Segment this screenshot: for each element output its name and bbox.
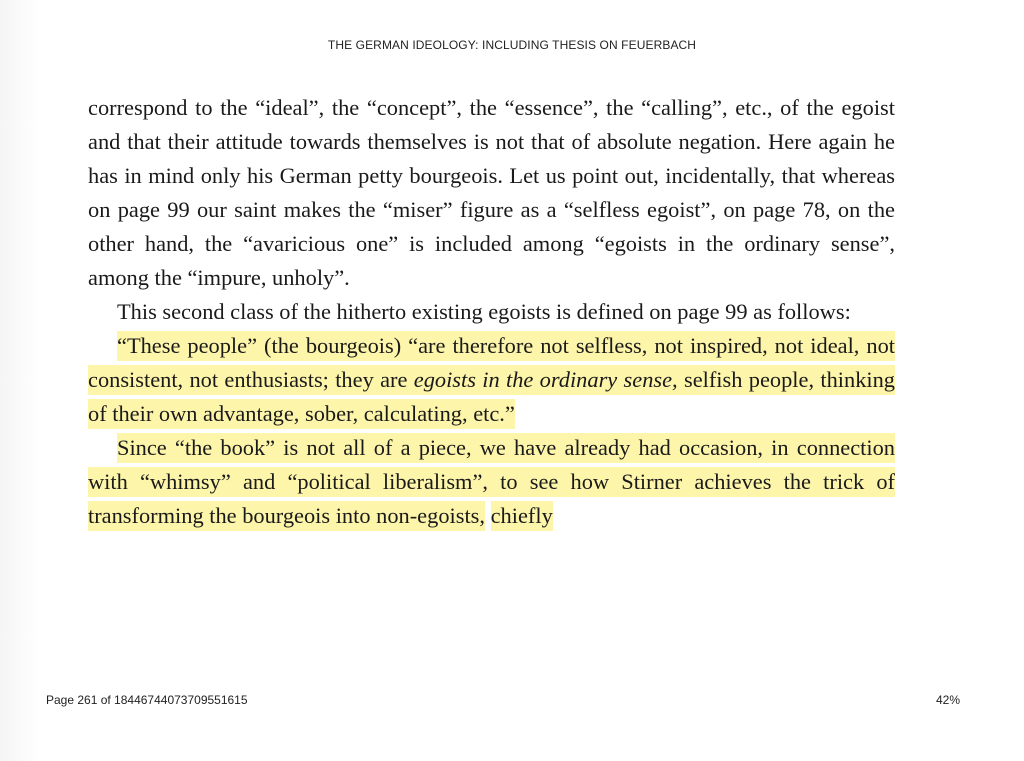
reading-progress: 42% [935,693,960,707]
highlight-text: people” (the bourgeois) “are therefore not selfless, not inspired, not ideal, not consistent, not enthusiasts; they are [88,333,896,392]
page-indicator: Page 261 of 18446744073709551615 [46,693,248,707]
highlighted-paragraph[interactable] [88,431,895,533]
book-title: THE GERMAN IDEOLOGY: INCLUDING THESIS ON FEUERBACH [327,38,697,52]
reading-page[interactable] [88,91,895,533]
highlight-gap [485,503,491,528]
paragraph[interactable]: This second class of the hitherto existing egoists is defined on page 99 as follows: [117,299,851,324]
highlight[interactable]: “These [117,331,187,361]
highlighted-paragraph[interactable] [88,329,895,431]
highlight[interactable]: chiefly [491,501,553,531]
highlight[interactable]: Since “the book” is not all of a piece, we have already had occasion, in connection with “whimsy” and “political liberalism”, to see how Stirner achieves the trick of transforming the bourgeois into non-egoists, [88,433,895,531]
highlight-text: selfish people, thinking of their own advantage, sober, calculating, etc.” [88,367,896,426]
paragraph[interactable]: correspond to the “ideal”, the “concept”, the “essence”, the “calling”, etc., of the egoist and that their attitude towards themselves is not that of absolute negation. Here again he has in mind only his German petty bourgeois. Let us point out, incidentally, that whereas on page 99 our saint makes the “miser” figure as a “selfless egoist”, on page 78, on the other hand, the “avaricious one” is included among “egoists in the ordinary sense”, among the “impure, unholy”. [88,95,895,290]
italic-text: egoists in the ordinary sense, [413,367,678,392]
highlight[interactable] [88,331,895,429]
page-edge-shadow [0,0,40,761]
